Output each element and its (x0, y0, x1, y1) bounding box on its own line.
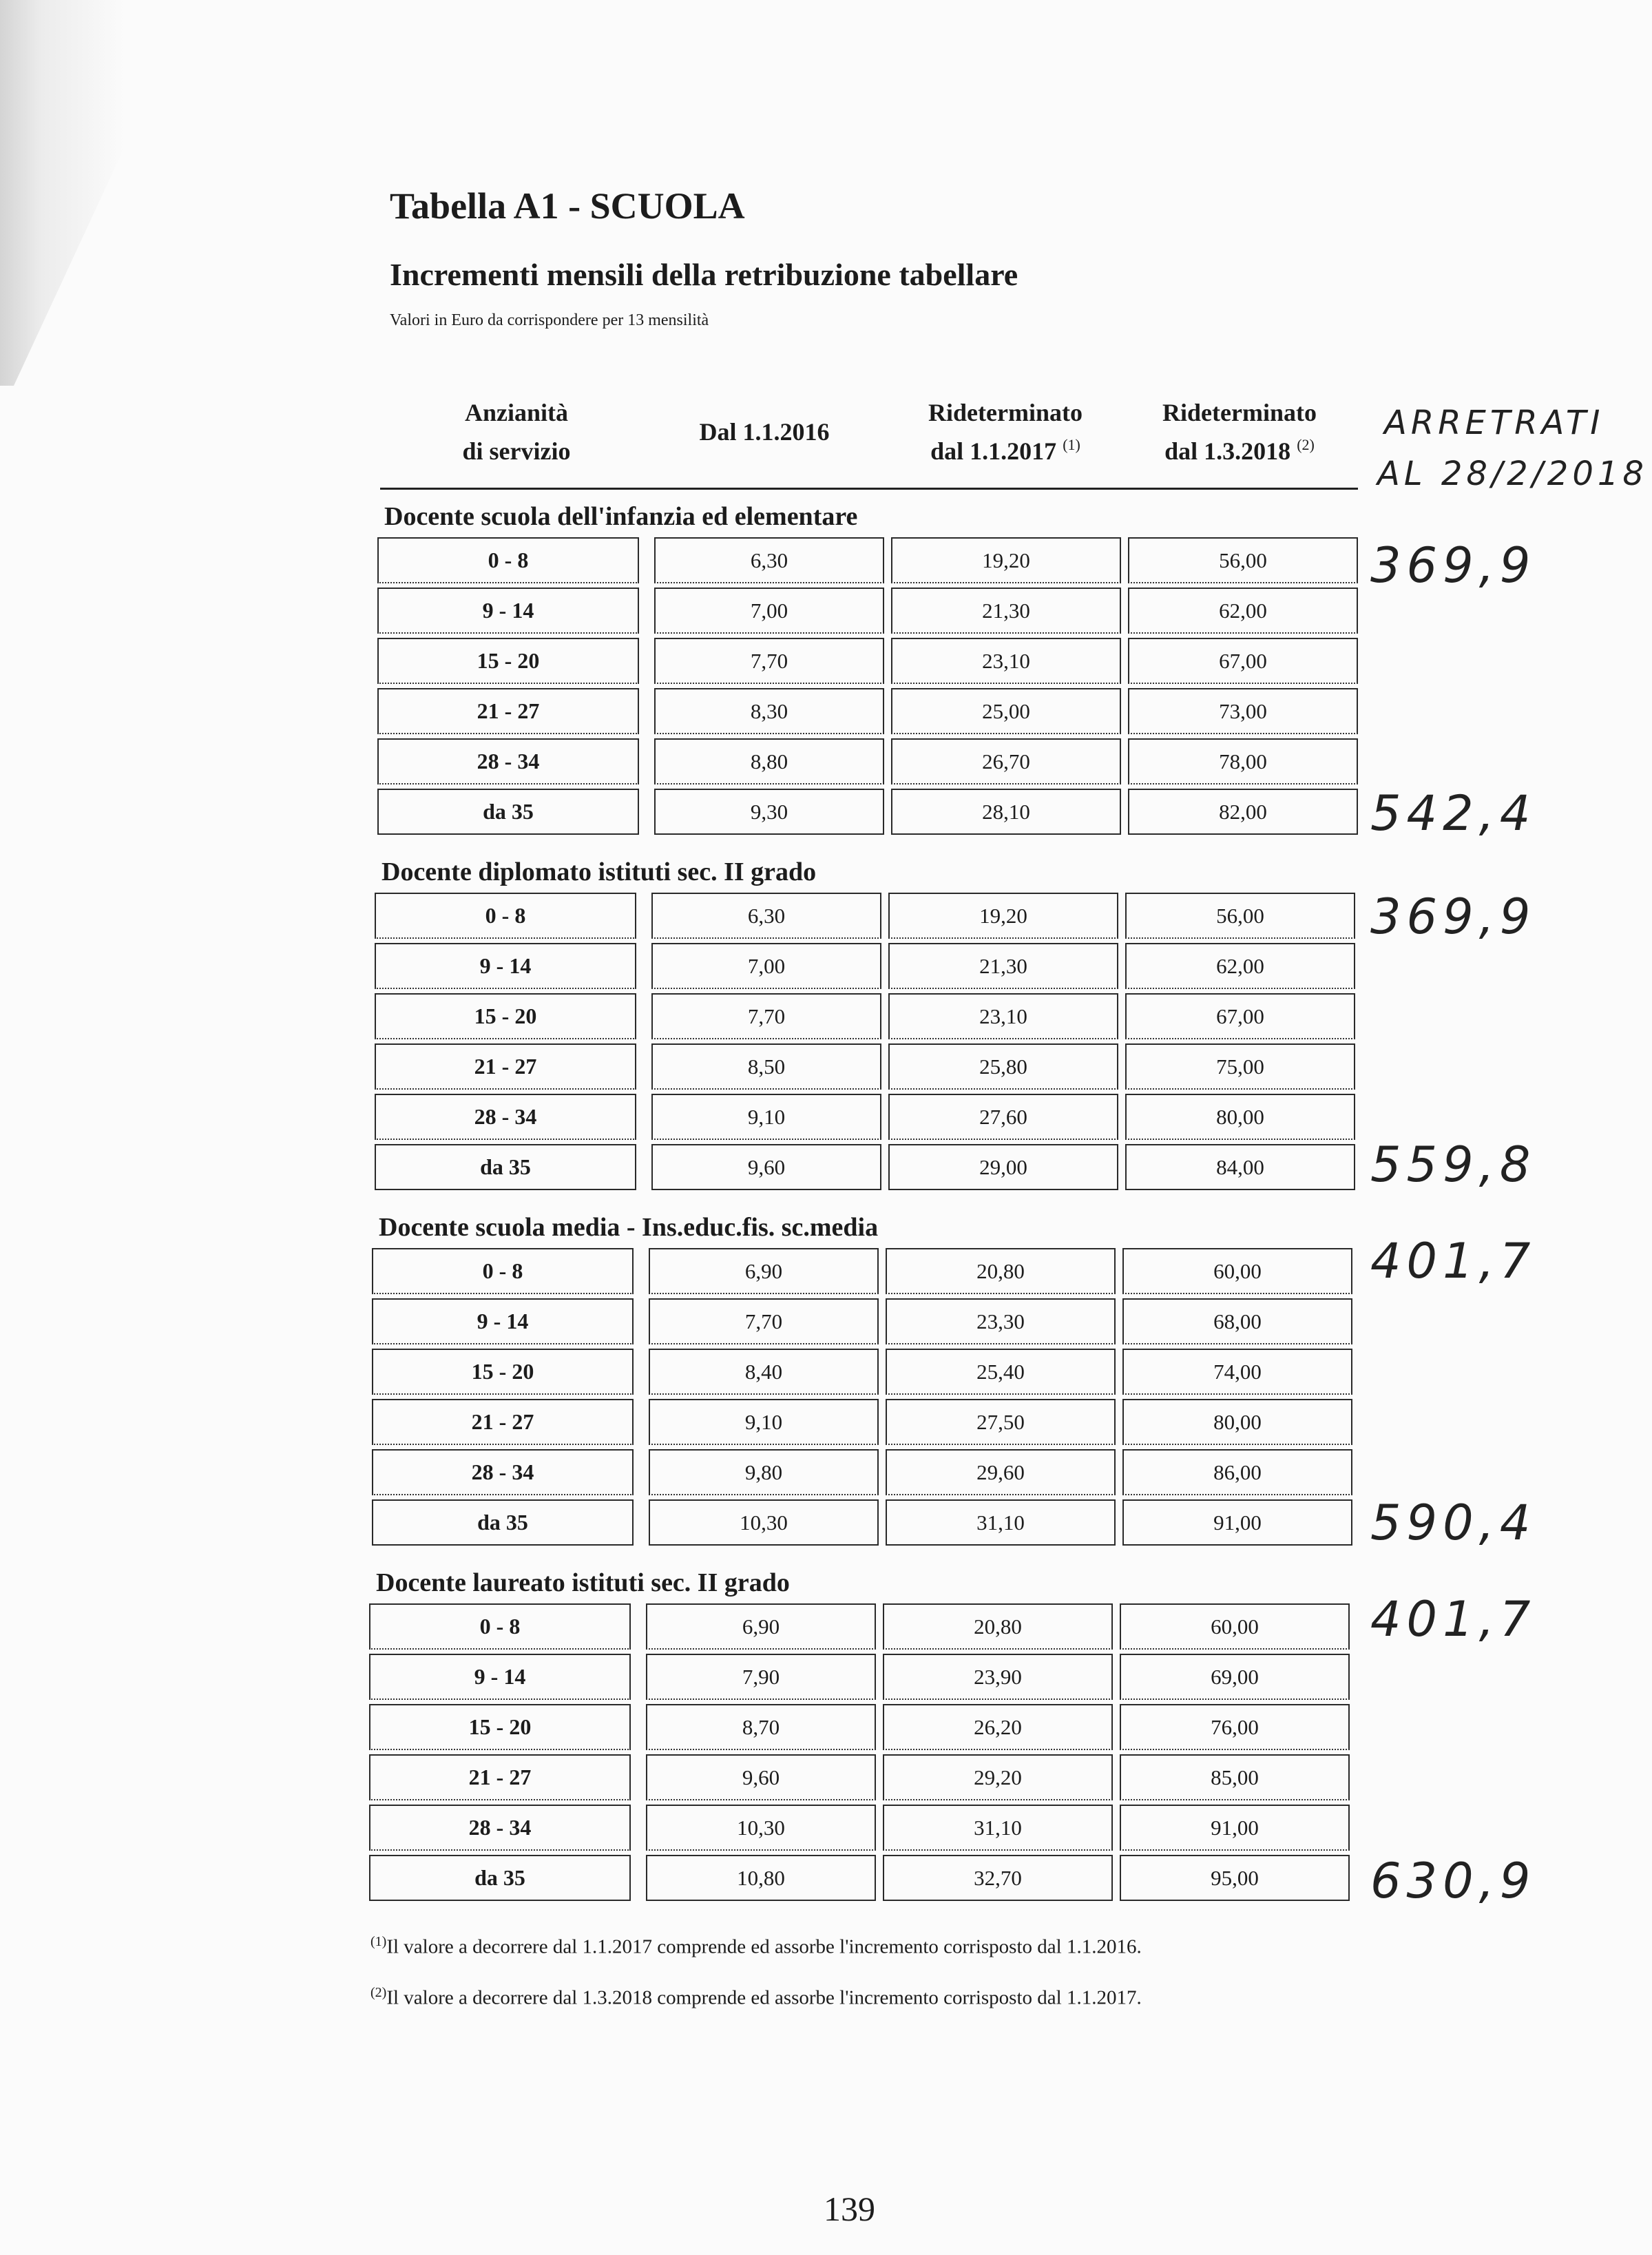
table-cell-value: 23,30 (886, 1298, 1116, 1344)
table-cell-value: 68,00 (1122, 1298, 1352, 1344)
table-cell-anzianita: 28 - 34 (377, 738, 639, 784)
table-cell-value: 9,60 (646, 1754, 876, 1800)
table-cell-anzianita: 15 - 20 (377, 638, 639, 684)
table-cell-value: 74,00 (1122, 1349, 1352, 1395)
section-title: Docente laureato istituti sec. II grado (376, 1568, 790, 1597)
table-cell-anzianita: 28 - 34 (372, 1449, 634, 1495)
table-cell-value: 84,00 (1125, 1144, 1355, 1190)
column-header-2017-line2: dal 1.1.2017 (930, 437, 1057, 465)
column-header-dal-2016 (661, 413, 868, 452)
table-cell-anzianita: 0 - 8 (375, 893, 636, 939)
table-cell-anzianita: da 35 (377, 789, 639, 835)
column-header-2017-line1: Rideterminato (928, 399, 1083, 426)
table-cell-value: 23,10 (888, 993, 1118, 1039)
handwritten-note: 630,9 (1370, 1853, 1536, 1909)
table-cell-value: 6,90 (646, 1603, 876, 1650)
table-cell-value: 25,80 (888, 1043, 1118, 1090)
table-cell-value: 32,70 (883, 1855, 1113, 1901)
table-cell-value: 62,00 (1125, 943, 1355, 989)
table-cell-value: 95,00 (1120, 1855, 1350, 1901)
handwritten-note: 401,7 (1370, 1591, 1536, 1648)
section-title: Docente diplomato istituti sec. II grado (381, 858, 817, 886)
table-cell-value: 7,70 (654, 638, 884, 684)
table-cell-value: 73,00 (1128, 688, 1358, 734)
table-cell-value: 6,30 (651, 893, 881, 939)
handwritten-note: 559,8 (1370, 1136, 1536, 1193)
table-cell-anzianita: da 35 (369, 1855, 631, 1901)
table-cell-value: 82,00 (1128, 789, 1358, 835)
table-cell-anzianita: 9 - 14 (377, 588, 639, 634)
table-cell-value: 21,30 (891, 588, 1121, 634)
table-cell-value: 21,30 (888, 943, 1118, 989)
table-cell-anzianita: 9 - 14 (375, 943, 636, 989)
table-cell-value: 85,00 (1120, 1754, 1350, 1800)
table-cell-anzianita: 28 - 34 (369, 1805, 631, 1851)
table-cell-value: 8,70 (646, 1704, 876, 1750)
table-cell-value: 31,10 (883, 1805, 1113, 1851)
table-cell-anzianita: 28 - 34 (375, 1094, 636, 1140)
table-cell-value: 20,80 (886, 1248, 1116, 1294)
table-cell-anzianita: da 35 (372, 1499, 634, 1546)
table-cell-value: 6,30 (654, 537, 884, 583)
handwritten-header-line2: AL 28/2/2018 (1377, 455, 1648, 493)
table-cell-value: 60,00 (1120, 1603, 1350, 1650)
footnote-1-marker: (1) (370, 1934, 387, 1949)
table-cell-value: 75,00 (1125, 1043, 1355, 1090)
table-cell-value: 56,00 (1128, 537, 1358, 583)
page-number: 139 (824, 2190, 875, 2228)
table-cell-anzianita: 21 - 27 (369, 1754, 631, 1800)
handwritten-note: 401,7 (1370, 1233, 1536, 1289)
footnote-2 (370, 1985, 1142, 2010)
table-cell-value: 67,00 (1125, 993, 1355, 1039)
table-cell-value: 25,00 (891, 688, 1121, 734)
footnote-2-marker: (2) (370, 1985, 387, 2000)
table-cell-value: 8,80 (654, 738, 884, 784)
table-cell-value: 7,90 (646, 1654, 876, 1700)
table-cell-anzianita: 21 - 27 (377, 688, 639, 734)
table-cell-anzianita: 15 - 20 (369, 1704, 631, 1750)
table-cell-value: 23,90 (883, 1654, 1113, 1700)
table-cell-value: 19,20 (888, 893, 1118, 939)
table-cell-anzianita: 9 - 14 (369, 1654, 631, 1700)
table-cell-value: 26,20 (883, 1704, 1113, 1750)
table-cell-anzianita: 15 - 20 (375, 993, 636, 1039)
table-cell-value: 26,70 (891, 738, 1121, 784)
table-cell-value: 20,80 (883, 1603, 1113, 1650)
table-cell-value: 10,30 (646, 1805, 876, 1851)
table-cell-value: 29,60 (886, 1449, 1116, 1495)
table-cell-anzianita: 0 - 8 (369, 1603, 631, 1650)
table-cell-value: 27,50 (886, 1399, 1116, 1445)
handwritten-note: 369,9 (1370, 537, 1536, 594)
table-cell-value: 29,00 (888, 1144, 1118, 1190)
table-cell-anzianita: 0 - 8 (372, 1248, 634, 1294)
table-cell-value: 8,50 (651, 1043, 881, 1090)
table-cell-value: 7,70 (651, 993, 881, 1039)
table-cell-value: 80,00 (1125, 1094, 1355, 1140)
table-cell-value: 19,20 (891, 537, 1121, 583)
table-cell-value: 9,80 (649, 1449, 879, 1495)
column-header-anzianita-line1: Anzianità (464, 399, 568, 426)
table-cell-value: 7,00 (654, 588, 884, 634)
table-cell-anzianita: 0 - 8 (377, 537, 639, 583)
section-title: Docente scuola dell'infanzia ed elementare (384, 502, 858, 531)
table-cell-value: 9,60 (651, 1144, 881, 1190)
table-cell-anzianita: da 35 (375, 1144, 636, 1190)
table-cell-anzianita: 21 - 27 (372, 1399, 634, 1445)
table-cell-value: 60,00 (1122, 1248, 1352, 1294)
table-cell-value: 25,40 (886, 1349, 1116, 1395)
table-cell-value: 78,00 (1128, 738, 1358, 784)
header-rule (380, 488, 1358, 490)
table-cell-value: 6,90 (649, 1248, 879, 1294)
table-cell-value: 10,80 (646, 1855, 876, 1901)
table-cell-value: 91,00 (1120, 1805, 1350, 1851)
table-cell-value: 56,00 (1125, 893, 1355, 939)
table-cell-value: 8,40 (649, 1349, 879, 1395)
table-cell-value: 31,10 (886, 1499, 1116, 1546)
handwritten-note: 369,9 (1370, 889, 1536, 945)
table-cell-anzianita: 15 - 20 (372, 1349, 634, 1395)
table-cell-value: 7,00 (651, 943, 881, 989)
table-cell-value: 27,60 (888, 1094, 1118, 1140)
document-note: Valori in Euro da corrispondere per 13 mensilità (390, 311, 709, 329)
column-header-2017 (895, 394, 1116, 471)
handwritten-note: 590,4 (1370, 1495, 1536, 1551)
footnote-2-text: Il valore a decorrere dal 1.3.2018 comprende ed assorbe l'incremento corrisposto dal 1.1.2017. (386, 1986, 1142, 2009)
column-header-anzianita (427, 394, 606, 471)
table-cell-value: 67,00 (1128, 638, 1358, 684)
table-cell-value: 9,10 (649, 1399, 879, 1445)
table-cell-anzianita: 21 - 27 (375, 1043, 636, 1090)
column-header-anzianita-line2: di servizio (462, 437, 571, 465)
table-cell-anzianita: 9 - 14 (372, 1298, 634, 1344)
footnote-1 (370, 1934, 1142, 1959)
column-header-2018-line1: Rideterminato (1162, 399, 1317, 426)
table-cell-value: 8,30 (654, 688, 884, 734)
table-cell-value: 80,00 (1122, 1399, 1352, 1445)
table-cell-value: 9,30 (654, 789, 884, 835)
table-cell-value: 28,10 (891, 789, 1121, 835)
handwritten-header-line1: ARRETRATI (1384, 404, 1604, 442)
column-header-2018 (1129, 394, 1350, 471)
section-title: Docente scuola media - Ins.educ.fis. sc.media (379, 1213, 879, 1242)
table-cell-value: 69,00 (1120, 1654, 1350, 1700)
column-header-dal-2016-label: Dal 1.1.2016 (699, 418, 830, 446)
footnote-marker-2: (2) (1297, 435, 1315, 453)
table-cell-value: 7,70 (649, 1298, 879, 1344)
column-header-2018-line2: dal 1.3.2018 (1164, 437, 1291, 465)
table-cell-value: 62,00 (1128, 588, 1358, 634)
document-title: Tabella A1 - SCUOLA (390, 185, 745, 227)
table-cell-value: 23,10 (891, 638, 1121, 684)
footnote-marker-1: (1) (1063, 435, 1080, 453)
footnote-1-text: Il valore a decorrere dal 1.1.2017 comprende ed assorbe l'incremento corrisposto dal 1.1.2016. (386, 1935, 1142, 1958)
document-subtitle: Incrementi mensili della retribuzione tabellare (390, 257, 1018, 292)
table-cell-value: 29,20 (883, 1754, 1113, 1800)
table-cell-value: 91,00 (1122, 1499, 1352, 1546)
table-cell-value: 86,00 (1122, 1449, 1352, 1495)
table-cell-value: 76,00 (1120, 1704, 1350, 1750)
table-cell-value: 10,30 (649, 1499, 879, 1546)
handwritten-note: 542,4 (1370, 785, 1536, 842)
table-cell-value: 9,10 (651, 1094, 881, 1140)
